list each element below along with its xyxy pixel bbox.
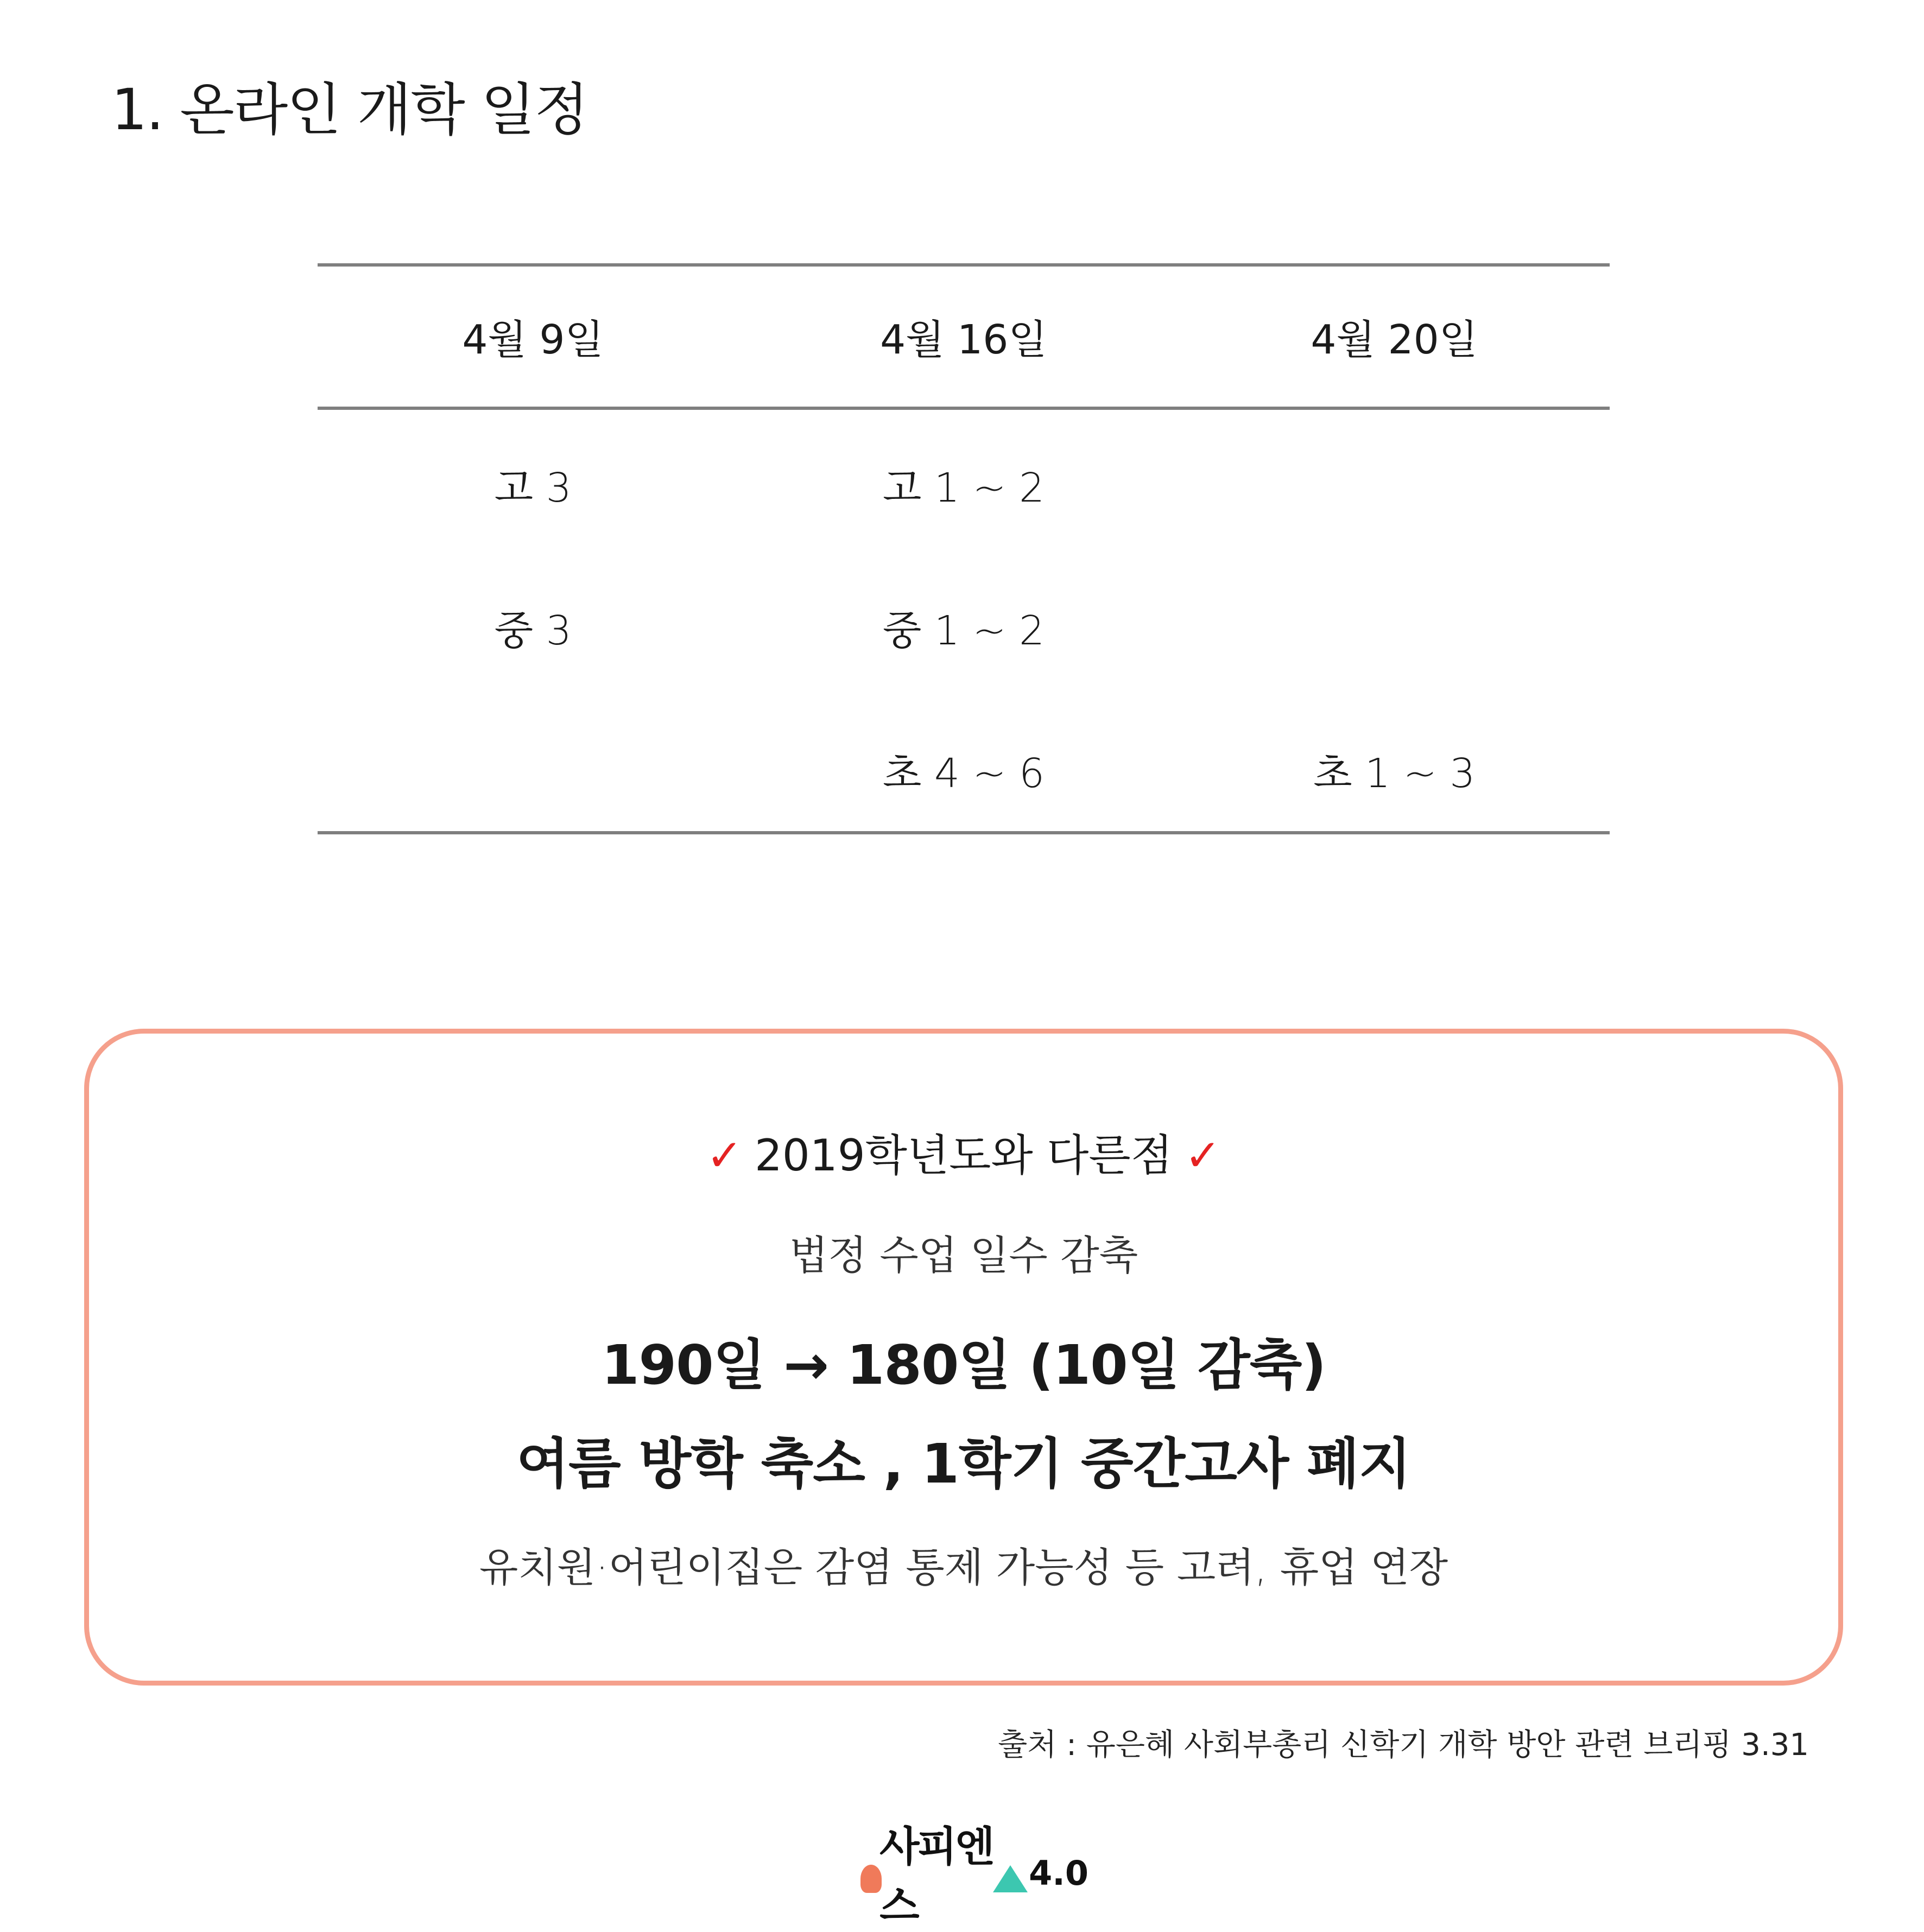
table-cell: 중 1 ~ 2 (882, 607, 1045, 654)
header-apr-20: 4월 20일 (1311, 316, 1478, 363)
vacation-exam-change: 여름 방학 축소 , 1학기 중간고사 폐지 (516, 1432, 1411, 1496)
school-days-change: 190일 → 180일 (10일 감축) (601, 1333, 1326, 1397)
table-row (318, 717, 1610, 860)
source-citation: 출처 : 유은혜 사회부총리 신학기 개학 방안 관련 브리핑 3.31 (998, 1727, 1809, 1763)
header-apr-9: 4월 9일 (462, 316, 604, 363)
table-cell (1179, 574, 1610, 599)
differences-box (84, 1029, 1843, 1686)
brand-logo (860, 1822, 1088, 1930)
table-row (318, 574, 1610, 717)
logo-version: 4.0 (1029, 1853, 1088, 1893)
logo-orange-shape (860, 1865, 882, 1893)
table-cell: 중 3 (494, 607, 572, 654)
schedule-table (318, 263, 1610, 834)
table-cell: 고 1 ~ 2 (882, 465, 1045, 511)
table-cell: 초 4 ~ 6 (882, 750, 1045, 797)
table-cell (318, 717, 748, 742)
table-cell: 초 1 ~ 3 (1313, 750, 1476, 797)
differences-heading-text: 2019학년도와 다른점 (755, 1130, 1173, 1181)
school-days-reduction-label: 법정 수업 일수 감축 (789, 1232, 1138, 1279)
page-title: 1. 온라인 개학 일정 (111, 77, 588, 143)
table-header-row (318, 267, 1610, 407)
differences-heading (89, 1120, 1838, 1183)
logo-wordmark: 사피엔스 (879, 1822, 993, 1930)
table-bottom-rule (318, 831, 1610, 834)
header-apr-16: 4월 16일 (880, 316, 1047, 363)
check-icon: ✓ (1184, 1130, 1222, 1181)
table-cell (1179, 432, 1610, 456)
logo-teal-triangle (993, 1865, 1028, 1892)
table-cell: 고 3 (494, 465, 572, 511)
kindergarten-note: 유치원·어린이집은 감염 통제 가능성 등 고려, 휴업 연장 (479, 1544, 1448, 1591)
table-row (318, 432, 1610, 574)
table-body (318, 410, 1610, 831)
check-icon: ✓ (706, 1130, 743, 1181)
